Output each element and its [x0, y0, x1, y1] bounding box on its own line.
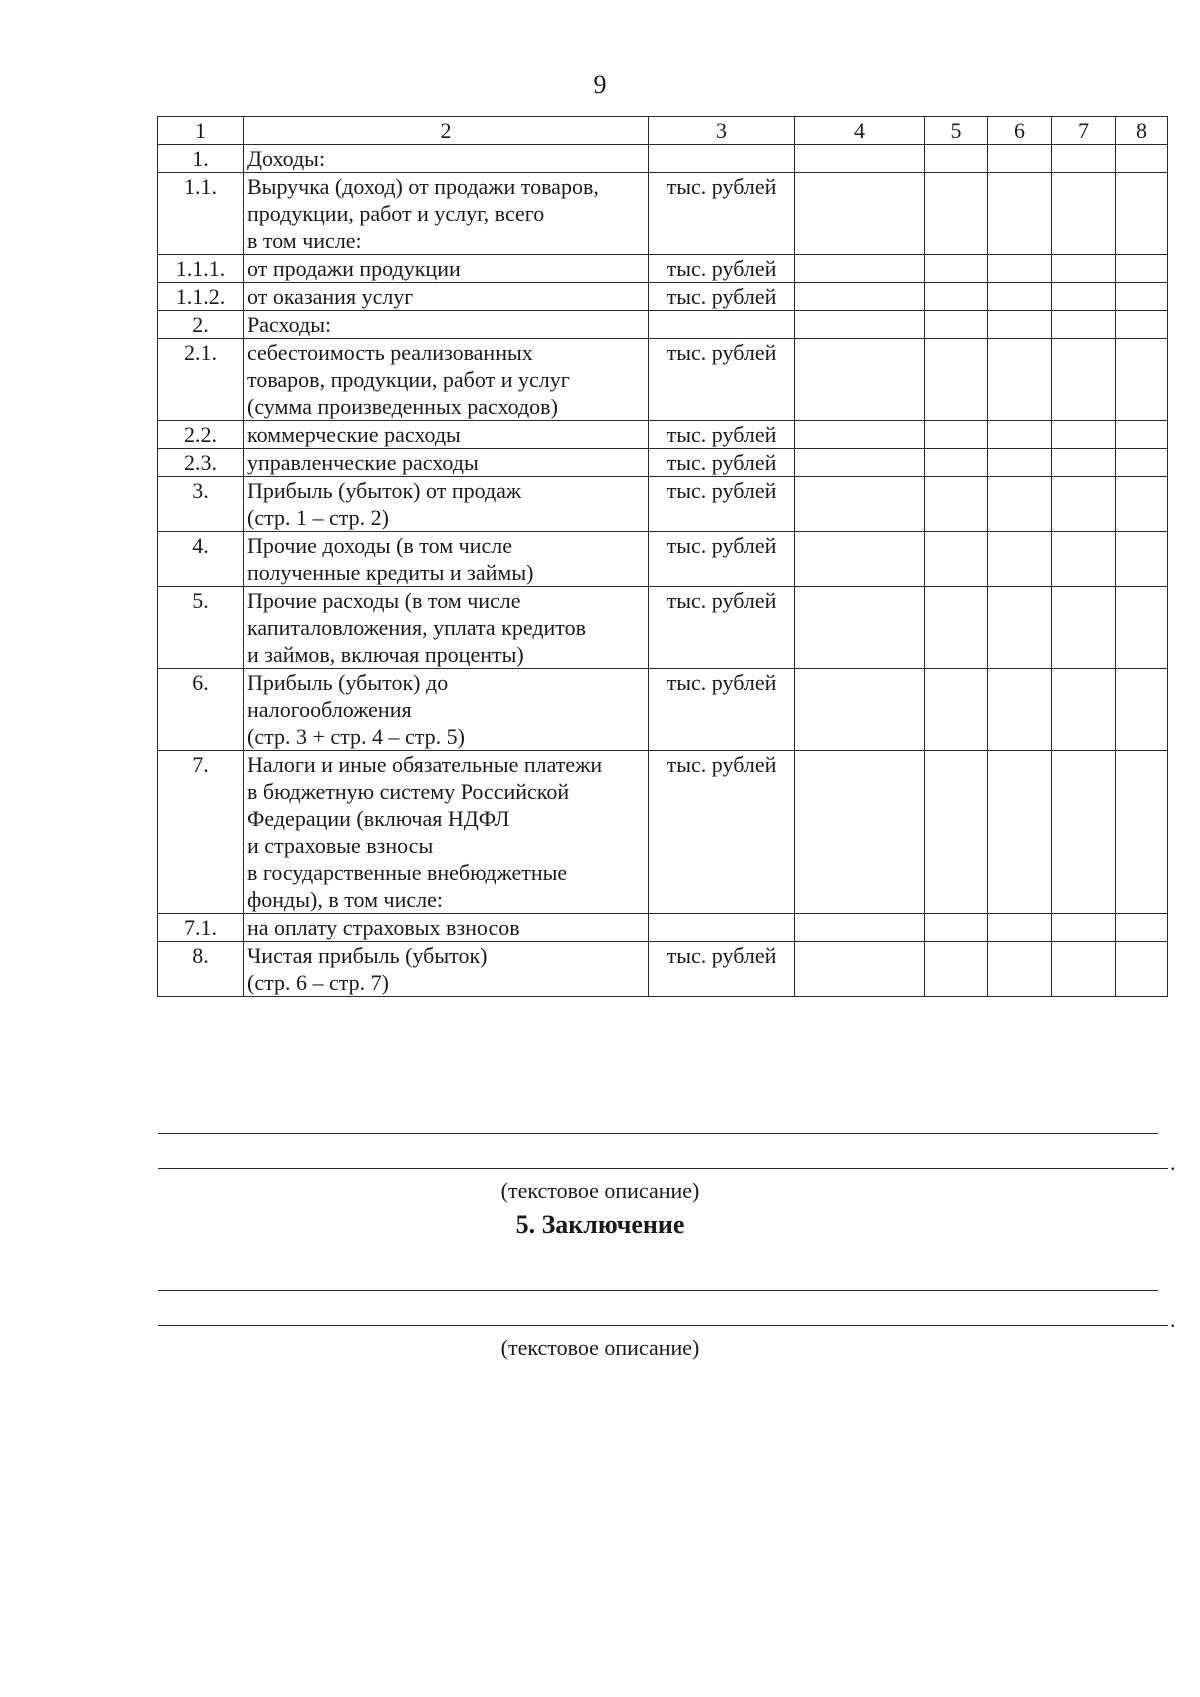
- value-cell: [1116, 449, 1168, 477]
- row-number: 7.1.: [158, 914, 244, 942]
- value-cell: [988, 751, 1052, 914]
- financial-table: [157, 116, 1168, 997]
- value-cell: [925, 751, 988, 914]
- indicator-line: полученные кредиты и займы): [247, 560, 534, 585]
- row-unit: тыс. рублей: [649, 477, 795, 532]
- value-cell: [988, 255, 1052, 283]
- value-cell: [988, 421, 1052, 449]
- indicator-line: Налоги и иные обязательные платежи: [247, 752, 603, 777]
- column-header: 6: [988, 117, 1052, 145]
- value-cell: [795, 145, 925, 173]
- value-cell: [1052, 339, 1116, 421]
- row-number: 6.: [158, 669, 244, 751]
- value-cell: [795, 421, 925, 449]
- value-cell: [1116, 587, 1168, 669]
- row-unit: тыс. рублей: [649, 255, 795, 283]
- indicator-line: товаров, продукции, работ и услуг: [247, 367, 570, 392]
- indicator-line: себестоимость реализованных: [247, 340, 533, 365]
- row-indicator: [244, 339, 649, 421]
- table-row: [158, 942, 1168, 997]
- table-row: [158, 421, 1168, 449]
- row-number: 7.: [158, 751, 244, 914]
- row-unit: тыс. рублей: [649, 421, 795, 449]
- row-unit: тыс. рублей: [649, 532, 795, 587]
- value-cell: [988, 669, 1052, 751]
- value-cell: [925, 942, 988, 997]
- table-row: [158, 532, 1168, 587]
- value-cell: [925, 255, 988, 283]
- value-cell: [1116, 145, 1168, 173]
- indicator-line: продукции, работ и услуг, всего: [247, 201, 545, 226]
- row-number: 8.: [158, 942, 244, 997]
- value-cell: [1116, 942, 1168, 997]
- row-number: 5.: [158, 587, 244, 669]
- blank-line: [158, 1168, 1168, 1169]
- row-unit: [649, 145, 795, 173]
- row-unit: тыс. рублей: [649, 669, 795, 751]
- indicator-line: налогообложения: [247, 697, 412, 722]
- value-cell: [1116, 283, 1168, 311]
- value-cell: [925, 449, 988, 477]
- value-cell: [1116, 173, 1168, 255]
- table-row: [158, 914, 1168, 942]
- row-number: 1.: [158, 145, 244, 173]
- row-number: 1.1.2.: [158, 283, 244, 311]
- table-row: [158, 339, 1168, 421]
- indicator-line: управленческие расходы: [247, 450, 479, 475]
- row-number: 4.: [158, 532, 244, 587]
- row-unit: [649, 311, 795, 339]
- table-row: [158, 255, 1168, 283]
- indicator-line: в том числе:: [247, 228, 362, 253]
- value-cell: [1052, 449, 1116, 477]
- row-unit: тыс. рублей: [649, 449, 795, 477]
- value-cell: [1052, 669, 1116, 751]
- page-number: 9: [593, 70, 607, 99]
- value-cell: [925, 587, 988, 669]
- indicator-line: коммерческие расходы: [247, 422, 461, 447]
- row-indicator: [244, 283, 649, 311]
- row-indicator: [244, 449, 649, 477]
- row-number: 1.1.1.: [158, 255, 244, 283]
- line-end-mark: .: [1170, 1307, 1176, 1332]
- value-cell: [988, 449, 1052, 477]
- indicator-line: Прочие расходы (в том числе: [247, 588, 521, 613]
- value-cell: [1116, 914, 1168, 942]
- column-header: 5: [925, 117, 988, 145]
- value-cell: [925, 283, 988, 311]
- value-cell: [1116, 532, 1168, 587]
- value-cell: [1116, 255, 1168, 283]
- row-indicator: [244, 173, 649, 255]
- section-title: 5. Заключение: [515, 1210, 685, 1239]
- value-cell: [795, 532, 925, 587]
- row-indicator: [244, 532, 649, 587]
- row-unit: тыс. рублей: [649, 751, 795, 914]
- value-cell: [925, 477, 988, 532]
- indicator-line: фонды), в том числе:: [247, 887, 444, 912]
- value-cell: [1116, 421, 1168, 449]
- row-indicator: [244, 255, 649, 283]
- indicator-line: Чистая прибыль (убыток): [247, 943, 488, 968]
- value-cell: [795, 942, 925, 997]
- indicator-line: от продажи продукции: [247, 256, 461, 281]
- indicator-line: Прибыль (убыток) до: [247, 670, 449, 695]
- indicator-line: и страховые взносы: [247, 833, 434, 858]
- table-row: [158, 283, 1168, 311]
- indicator-line: в бюджетную систему Российской: [247, 779, 570, 804]
- value-cell: [1052, 255, 1116, 283]
- indicator-line: в государственные внебюджетные: [247, 860, 568, 885]
- table-row: [158, 477, 1168, 532]
- value-cell: [1052, 421, 1116, 449]
- indicator-line: на оплату страховых взносов: [247, 915, 520, 940]
- value-cell: [988, 339, 1052, 421]
- value-cell: [925, 532, 988, 587]
- indicator-line: (стр. 3 + стр. 4 – стр. 5): [247, 724, 466, 749]
- value-cell: [795, 751, 925, 914]
- table-header-row: [158, 117, 1168, 145]
- indicator-line: и займов, включая проценты): [247, 642, 524, 667]
- value-cell: [1052, 532, 1116, 587]
- indicator-line: Федерации (включая НДФЛ: [247, 806, 510, 831]
- value-cell: [988, 532, 1052, 587]
- indicator-line: от оказания услуг: [247, 284, 414, 309]
- indicator-line: (стр. 6 – стр. 7): [247, 970, 389, 995]
- value-cell: [925, 173, 988, 255]
- value-cell: [795, 449, 925, 477]
- row-indicator: [244, 311, 649, 339]
- row-indicator: [244, 421, 649, 449]
- value-cell: [1052, 751, 1116, 914]
- value-cell: [988, 477, 1052, 532]
- value-cell: [795, 669, 925, 751]
- table-row: [158, 669, 1168, 751]
- value-cell: [1052, 587, 1116, 669]
- value-cell: [988, 914, 1052, 942]
- row-number: 1.1.: [158, 173, 244, 255]
- row-number: 2.3.: [158, 449, 244, 477]
- table-row: [158, 449, 1168, 477]
- blank-line: [158, 1290, 1158, 1291]
- value-cell: [1052, 283, 1116, 311]
- value-cell: [988, 283, 1052, 311]
- table-row: [158, 145, 1168, 173]
- indicator-line: Прочие доходы (в том числе: [247, 533, 512, 558]
- value-cell: [795, 173, 925, 255]
- column-header: 1: [158, 117, 244, 145]
- value-cell: [795, 587, 925, 669]
- value-cell: [988, 145, 1052, 173]
- row-unit: тыс. рублей: [649, 173, 795, 255]
- indicator-line: (сумма произведенных расходов): [247, 394, 558, 419]
- row-indicator: [244, 942, 649, 997]
- row-indicator: [244, 477, 649, 532]
- value-cell: [1052, 145, 1116, 173]
- text-description-caption: (текстовое описание): [500, 1335, 700, 1360]
- row-number: 2.2.: [158, 421, 244, 449]
- value-cell: [1116, 311, 1168, 339]
- row-unit: тыс. рублей: [649, 587, 795, 669]
- value-cell: [1116, 751, 1168, 914]
- value-cell: [925, 914, 988, 942]
- row-indicator: [244, 751, 649, 914]
- value-cell: [988, 173, 1052, 255]
- row-unit: тыс. рублей: [649, 339, 795, 421]
- value-cell: [1116, 669, 1168, 751]
- indicator-line: Расходы:: [247, 312, 332, 337]
- row-unit: тыс. рублей: [649, 942, 795, 997]
- indicator-line: капиталовложения, уплата кредитов: [247, 615, 587, 640]
- column-header: 2: [244, 117, 649, 145]
- indicator-line: (стр. 1 – стр. 2): [247, 505, 389, 530]
- row-number: 2.: [158, 311, 244, 339]
- row-number: 2.1.: [158, 339, 244, 421]
- indicator-line: Прибыль (убыток) от продаж: [247, 478, 522, 503]
- value-cell: [1052, 311, 1116, 339]
- indicator-line: Доходы:: [247, 146, 326, 171]
- value-cell: [925, 339, 988, 421]
- table-row: [158, 751, 1168, 914]
- column-header: 8: [1116, 117, 1168, 145]
- row-unit: тыс. рублей: [649, 283, 795, 311]
- row-indicator: [244, 587, 649, 669]
- row-indicator: [244, 669, 649, 751]
- value-cell: [1052, 173, 1116, 255]
- blank-line: [158, 1133, 1158, 1134]
- column-header: 4: [795, 117, 925, 145]
- value-cell: [795, 311, 925, 339]
- row-number: 3.: [158, 477, 244, 532]
- value-cell: [1052, 942, 1116, 997]
- row-unit: [649, 914, 795, 942]
- table-row: [158, 173, 1168, 255]
- text-description-caption: (текстовое описание): [500, 1178, 700, 1203]
- indicator-line: Выручка (доход) от продажи товаров,: [247, 174, 599, 199]
- line-end-mark: .: [1170, 1150, 1176, 1175]
- value-cell: [925, 145, 988, 173]
- value-cell: [988, 587, 1052, 669]
- value-cell: [988, 942, 1052, 997]
- column-header: 3: [649, 117, 795, 145]
- row-indicator: [244, 145, 649, 173]
- value-cell: [795, 477, 925, 532]
- table-row: [158, 587, 1168, 669]
- table-row: [158, 311, 1168, 339]
- value-cell: [795, 914, 925, 942]
- value-cell: [1052, 477, 1116, 532]
- value-cell: [795, 283, 925, 311]
- value-cell: [1052, 914, 1116, 942]
- value-cell: [988, 311, 1052, 339]
- column-header: 7: [1052, 117, 1116, 145]
- value-cell: [925, 421, 988, 449]
- row-indicator: [244, 914, 649, 942]
- value-cell: [1116, 477, 1168, 532]
- value-cell: [795, 339, 925, 421]
- value-cell: [925, 311, 988, 339]
- blank-line: [158, 1325, 1168, 1326]
- value-cell: [1116, 339, 1168, 421]
- value-cell: [795, 255, 925, 283]
- value-cell: [925, 669, 988, 751]
